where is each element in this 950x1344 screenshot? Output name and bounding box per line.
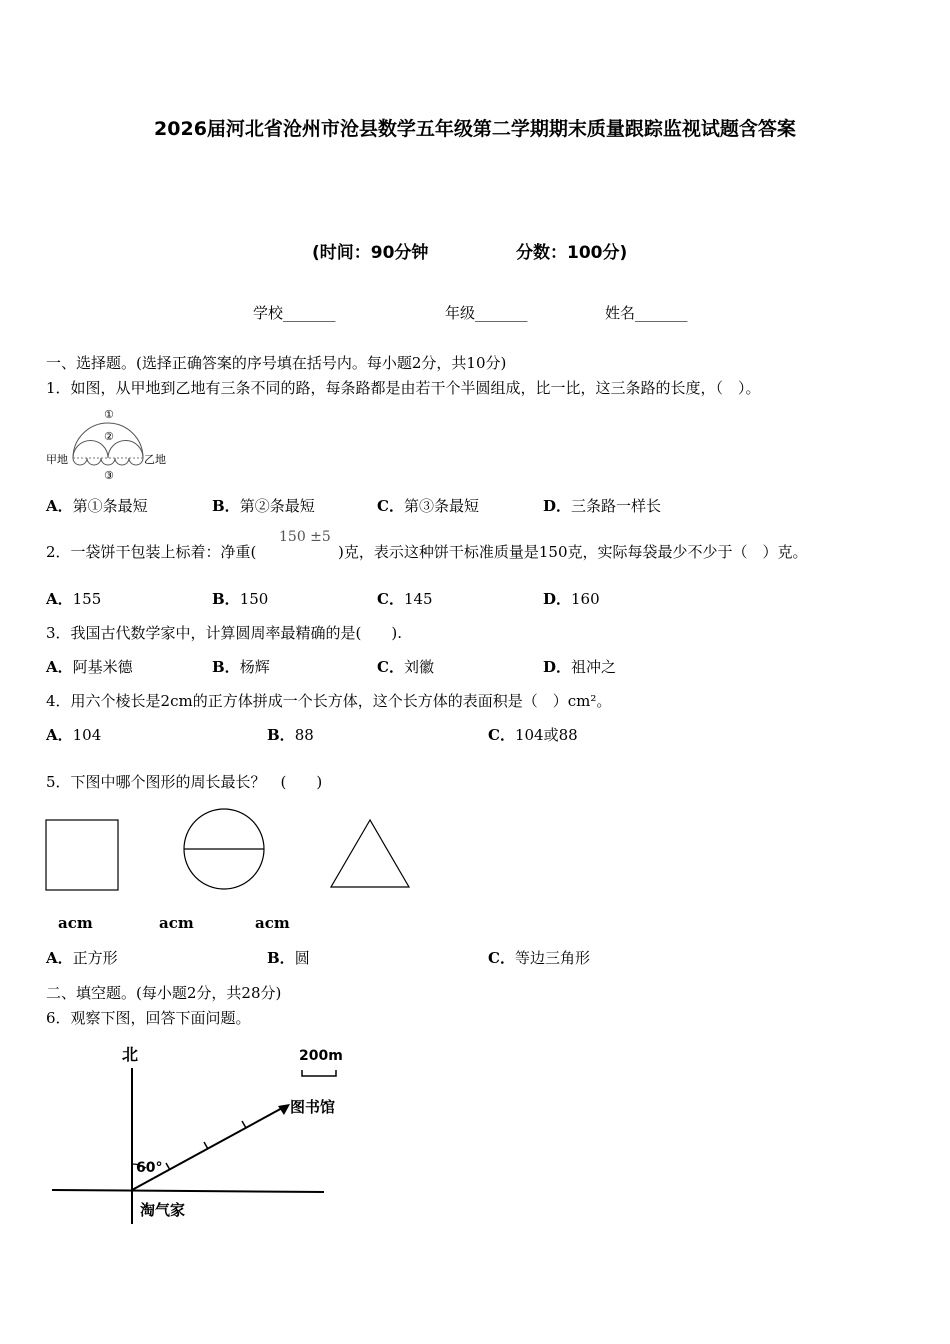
q3-option-a[interactable]: A．阿基米德: [46, 658, 133, 676]
q5-shapes-figure: [40, 808, 420, 898]
q2-stem-part1: 2．一袋饼干包装上标着：净重(: [46, 543, 257, 561]
q2-option-d[interactable]: D．160: [543, 590, 600, 608]
grade-field: 年级_______: [445, 304, 528, 322]
q5-square-shape: [46, 820, 118, 890]
q1-semicircle-figure: [46, 404, 176, 484]
q2-option-c[interactable]: C．145: [377, 590, 433, 608]
tick-mark: [242, 1121, 246, 1128]
scale-bar: [302, 1070, 336, 1076]
q3-option-c[interactable]: C．刘徽: [377, 658, 434, 676]
q5-square-label: acm: [58, 914, 93, 932]
q1-option-b[interactable]: B．第②条最短: [212, 497, 315, 515]
tick-mark: [166, 1163, 170, 1170]
q4-option-c[interactable]: C．104或88: [488, 726, 578, 744]
q6-stem: 6．观察下图，回答下面问题。: [46, 1009, 251, 1027]
q2-option-b[interactable]: B．150: [212, 590, 269, 608]
q2-stem-part2: )克，表示这种饼干标准质量是150克，实际每袋最少不少于（ ）克。: [338, 543, 808, 561]
east-west-axis: [52, 1190, 324, 1192]
school-field: 学校_______: [253, 304, 336, 322]
q5-stem: 5．下图中哪个图形的周长最长？ ( ): [46, 773, 323, 791]
q1-route3-arc: [73, 458, 143, 465]
q5-option-b[interactable]: B．圆: [267, 949, 310, 967]
q4-option-b[interactable]: B．88: [267, 726, 314, 744]
q6-direction-map: [40, 1036, 370, 1231]
q2-option-a[interactable]: A．155: [46, 590, 102, 608]
q1-option-a[interactable]: A．第①条最短: [46, 497, 148, 515]
page-title: 2026届河北省沧州市沧县数学五年级第二学期期末质量跟踪监视试题含答案: [154, 118, 796, 140]
q5-triangle-shape: [331, 820, 409, 887]
section2-heading: 二、填空题。(每小题2分，共28分): [46, 984, 282, 1002]
q4-option-a[interactable]: A．104: [46, 726, 102, 744]
q3-option-b[interactable]: B．杨辉: [212, 658, 270, 676]
q5-option-c[interactable]: C．等边三角形: [488, 949, 590, 967]
q1-option-c[interactable]: C．第③条最短: [377, 497, 479, 515]
exam-score: 分数：100分): [516, 243, 628, 263]
q2-weight-value: 150 ±5: [279, 529, 331, 545]
tick-mark: [204, 1142, 208, 1149]
q3-option-d[interactable]: D．祖冲之: [543, 658, 617, 676]
q5-circle-label: acm: [159, 914, 194, 932]
q1-option-d[interactable]: D．三条路一样长: [543, 497, 662, 515]
q1-left-label: 甲地: [46, 453, 68, 466]
q4-stem: 4．用六个棱长是2cm的正方体拼成一个长方体，这个长方体的表面积是（ ）cm²。: [46, 692, 612, 710]
angle-label: 60°: [136, 1160, 163, 1176]
q1-stem: 1．如图，从甲地到乙地有三条不同的路，每条路都是由若干个半圆组成，比一比，这三条路的长度，（ ）。: [46, 379, 761, 397]
q5-triangle-label: acm: [255, 914, 290, 932]
q1-route3-label: ③: [104, 469, 114, 482]
library-label: 图书馆: [290, 1098, 336, 1116]
q1-route2-arc: [73, 441, 143, 459]
scale-label: 200m: [299, 1048, 343, 1064]
name-field: 姓名_______: [605, 304, 688, 322]
q3-stem: 3．我国古代数学家中，计算圆周率最精确的是( ).: [46, 624, 403, 642]
q1-right-label: 乙地: [144, 453, 166, 466]
q5-option-a[interactable]: A．正方形: [46, 949, 118, 967]
exam-time: (时间：90分钟: [312, 243, 429, 263]
q1-route1-label: ①: [104, 408, 114, 421]
section1-heading: 一、选择题。(选择正确答案的序号填在括号内。每小题2分，共10分): [46, 354, 507, 372]
q1-route2-label: ②: [104, 430, 114, 443]
north-label: 北: [122, 1045, 139, 1064]
home-label: 淘气家: [140, 1201, 186, 1219]
